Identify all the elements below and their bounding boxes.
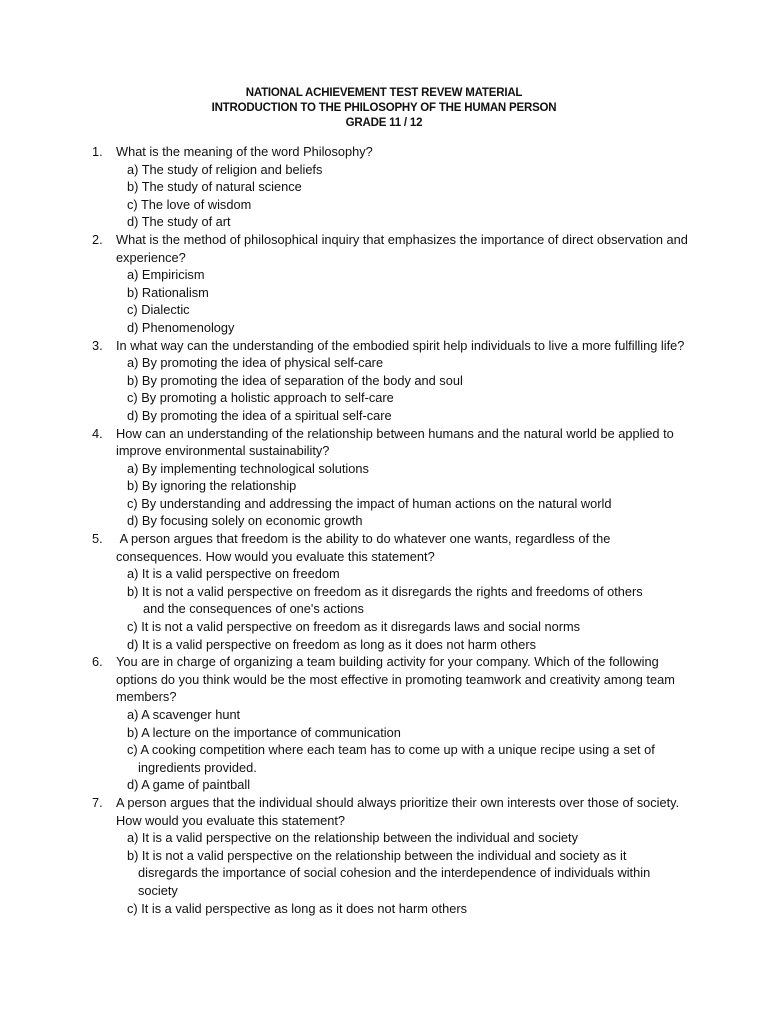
question-7: [92, 794, 692, 917]
option-c: c) It is a valid perspective as long as it does not harm others: [127, 900, 467, 916]
option-b: b) By promoting the idea of separation of the body and soul: [127, 372, 463, 388]
option-c: c) Dialectic: [127, 302, 190, 318]
option-b-continuation-2: society: [138, 882, 178, 898]
option-a: a) A scavenger hunt: [127, 707, 241, 722]
option-d: d) It is a valid perspective on freedom as long as it does not harm others: [127, 636, 537, 652]
question-3: [92, 337, 692, 425]
question-list: [92, 143, 692, 917]
option-d: d) The study of art: [127, 214, 231, 230]
option-b-text: b) It is not a valid perspective on freedom as it disregards the rights and freedoms of others: [127, 583, 643, 599]
option-a: a) It is a valid perspective on the relationship between the individual and society: [127, 830, 579, 846]
question-number: 6.: [92, 654, 103, 670]
question-number: 2.: [92, 231, 103, 247]
option-d: d) A game of paintball: [127, 777, 251, 793]
question-text: You are in charge of organizing a team building activity for your company. Which of the following options do you think would be the most effective in promoting teamwork and creativity among team members?: [116, 654, 679, 705]
option-c: c) The love of wisdom: [127, 196, 252, 212]
question-6: [92, 653, 692, 794]
question-text: A person argues that the individual should always prioritize their own interests over those of society. How would you evaluate this statement?: [116, 794, 683, 828]
question-number: 3.: [92, 337, 103, 353]
question-text: What is the meaning of the word Philosophy?: [116, 144, 373, 159]
option-a: a) By implementing technological solutions: [127, 460, 369, 476]
option-b: [116, 583, 692, 618]
option-a: a) Empiricism: [127, 267, 205, 283]
question-text: In what way can the understanding of the embodied spirit help individuals to live a more fulfilling life?: [116, 337, 685, 353]
question-2: [92, 231, 692, 337]
question-4: [92, 425, 692, 531]
question-text: A person argues that freedom is the ability to do whatever one wants, regardless of the consequences. How would you evaluate this statement?: [116, 531, 614, 564]
question-number: 1.: [92, 144, 103, 159]
header-subject: INTRODUCTION TO THE PHILOSOPHY OF THE HUMAN PERSON: [211, 102, 557, 114]
option-b: b) The study of natural science: [127, 179, 302, 195]
question-number: 4.: [92, 425, 103, 441]
option-c: c) By promoting a holistic approach to self-care: [127, 390, 394, 406]
option-c: c) It is not a valid perspective on freedom as it disregards laws and social norms: [127, 619, 581, 635]
option-a: a) It is a valid perspective on freedom: [127, 566, 340, 582]
option-c-continuation: ingredients provided.: [138, 759, 257, 775]
option-b: b) A lecture on the importance of communication: [127, 724, 401, 740]
header-title: NATIONAL ACHIEVEMENT TEST REVEW MATERIAL: [245, 87, 523, 99]
option-b-continuation: and the consequences of one's actions: [143, 601, 364, 617]
option-b-text: b) It is not a valid perspective on the relationship between the individual and society as it: [127, 847, 627, 863]
question-5: [92, 530, 692, 653]
option-a: a) The study of religion and beliefs: [127, 161, 323, 177]
option-d: d) By promoting the idea of a spiritual self-care: [127, 407, 392, 423]
option-a: a) By promoting the idea of physical self-care: [127, 355, 384, 371]
option-c: [116, 741, 692, 776]
option-c-text: c) A cooking competition where each team has to come up with a unique recipe using a set of: [127, 742, 655, 758]
option-b: b) Rationalism: [127, 284, 209, 300]
option-b: b) By ignoring the relationship: [127, 478, 297, 494]
question-text: How can an understanding of the relationship between humans and the natural world be applied to improve environmental sustainability?: [116, 425, 678, 459]
question-1: [92, 143, 692, 231]
document-header: [0, 86, 768, 131]
option-b-continuation-1: disregards the importance of social cohesion and the interdependence of individuals within: [138, 865, 651, 881]
question-text: What is the method of philosophical inquiry that emphasizes the importance of direct observation and experience?: [116, 231, 692, 265]
question-number: 7.: [92, 794, 103, 810]
option-d: d) By focusing solely on economic growth: [127, 513, 363, 529]
option-d: d) Phenomenology: [127, 319, 235, 335]
question-number: 5.: [92, 531, 103, 547]
option-c: c) By understanding and addressing the impact of human actions on the natural world: [127, 495, 612, 511]
header-grade: GRADE 11 / 12: [345, 117, 423, 129]
option-b: [116, 847, 692, 900]
